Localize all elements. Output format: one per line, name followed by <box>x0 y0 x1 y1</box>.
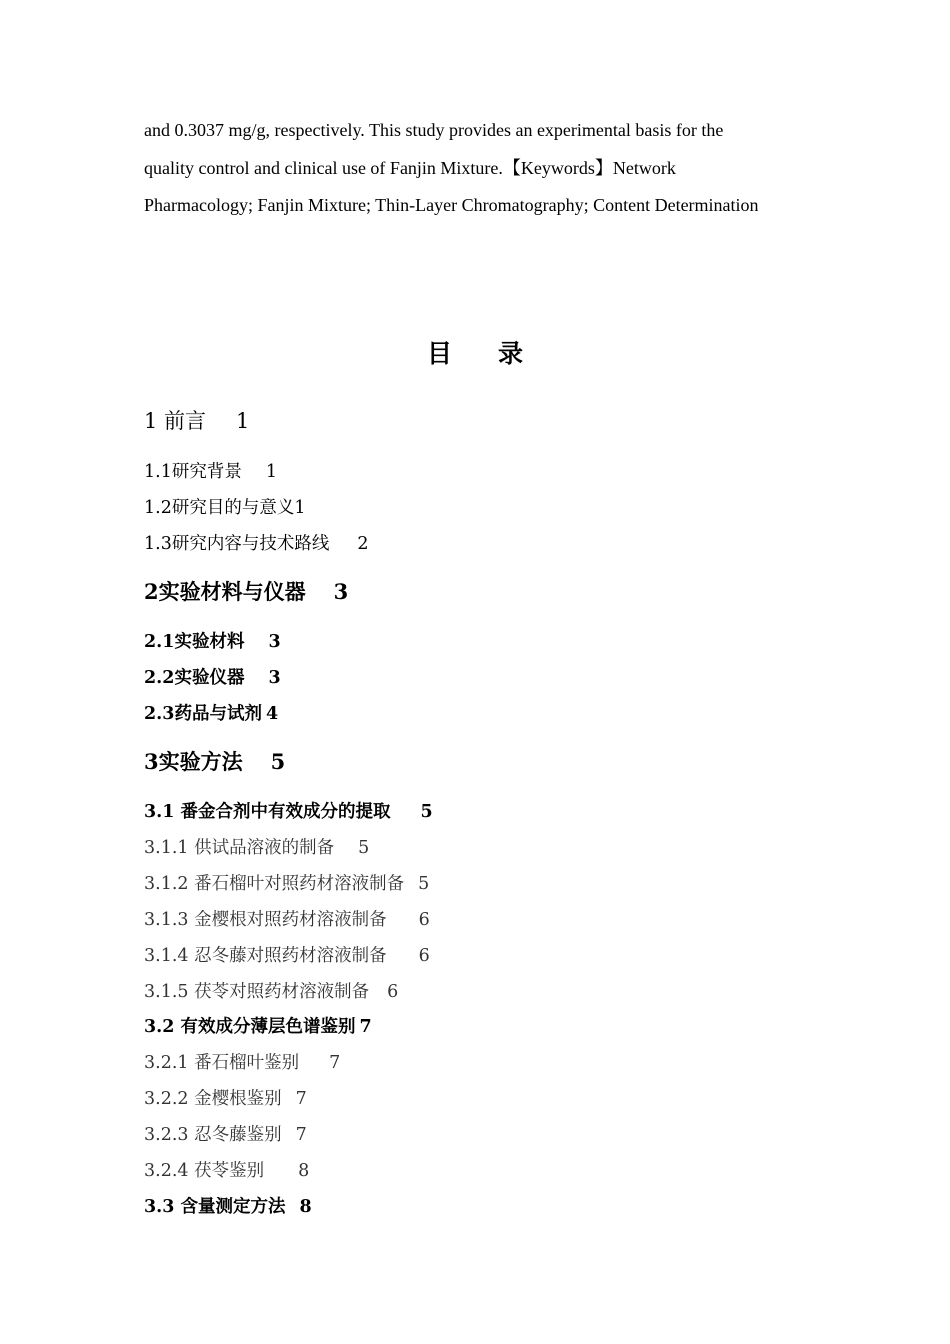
toc-entry[interactable] <box>144 458 277 483</box>
toc-entry[interactable] <box>144 700 278 725</box>
toc-entry-page: 1 <box>236 409 250 433</box>
toc-entry[interactable] <box>144 530 368 555</box>
toc-entry-page: 7 <box>329 1053 341 1073</box>
toc-entry-text: 3.1.1 供试品溶液的制备 <box>144 838 335 858</box>
toc-entry-text: 3.1.2 番石榴叶对照药材溶液制备 <box>144 874 405 894</box>
toc-entry[interactable] <box>144 1013 372 1038</box>
toc-entry-text: 3.2 有效成分薄层色谱鉴别 <box>144 1017 356 1037</box>
toc-entry-text: 3.2.4 茯苓鉴别 <box>144 1161 265 1181</box>
toc-entry[interactable] <box>144 870 429 895</box>
toc-entry-page: 8 <box>298 1161 310 1181</box>
toc-entry-text: 2.1实验材料 <box>144 632 245 652</box>
toc-entry-page: 2 <box>357 534 369 554</box>
toc-entry-text: 3实验方法 <box>144 749 243 774</box>
toc-entry-text: 3.1 番金合剂中有效成分的提取 <box>144 802 391 822</box>
toc-entry-text: 3.2.2 金樱根鉴别 <box>144 1089 282 1109</box>
toc-entry-text: 2.2实验仪器 <box>144 668 245 688</box>
toc-title: 目录 <box>426 339 569 368</box>
toc-entry-text: 1 前言 <box>144 409 207 433</box>
toc-entry-page: 6 <box>418 910 430 930</box>
toc-entry[interactable] <box>144 494 305 519</box>
abstract-text <box>144 112 844 225</box>
toc-entry[interactable] <box>144 942 430 967</box>
toc-entry-text: 3.3 含量测定方法 <box>144 1197 286 1217</box>
toc-entry[interactable] <box>144 664 281 689</box>
toc-entry[interactable] <box>144 746 285 776</box>
toc-entry[interactable] <box>144 576 348 606</box>
toc-entry[interactable] <box>144 906 430 931</box>
toc-entry-page: 7 <box>295 1125 307 1145</box>
toc-entry-page: 7 <box>359 1017 372 1037</box>
toc-entry-text: 1.2研究目的与意义 <box>144 498 295 518</box>
toc-entry-page: 6 <box>418 946 430 966</box>
toc-entry[interactable] <box>144 834 369 859</box>
toc-entry-page: 5 <box>420 802 433 822</box>
toc-entry-text: 3.1.3 金樱根对照药材溶液制备 <box>144 910 387 930</box>
toc-entry-text: 3.1.4 忍冬藤对照药材溶液制备 <box>144 946 387 966</box>
toc-entry[interactable] <box>144 978 398 1003</box>
toc-entry-text: 3.2.3 忍冬藤鉴别 <box>144 1125 282 1145</box>
toc-entry-text: 3.2.1 番石榴叶鉴别 <box>144 1053 300 1073</box>
toc-entry-page: 5 <box>358 838 370 858</box>
toc-entry[interactable] <box>144 1085 307 1110</box>
toc-entry-text: 2实验材料与仪器 <box>144 579 306 604</box>
toc-entry-page: 3 <box>333 579 349 604</box>
abstract-line: and 0.3037 mg/g, respectively. This study provides an experimental basis for the <box>144 120 724 140</box>
toc-entry[interactable] <box>144 405 249 435</box>
abstract-line: quality control and clinical use of Fanjin Mixture.【Keywords】Network <box>144 157 676 178</box>
toc-entry[interactable] <box>144 1193 312 1218</box>
toc-entry[interactable] <box>144 798 433 823</box>
toc-entry-page: 1 <box>265 462 277 482</box>
toc-entry[interactable] <box>144 1121 307 1146</box>
toc-entry-text: 3.1.5 茯苓对照药材溶液制备 <box>144 982 370 1002</box>
toc-entry-page: 7 <box>295 1089 307 1109</box>
toc-entry-page: 3 <box>268 632 281 652</box>
toc-entry-page: 5 <box>418 874 430 894</box>
abstract-line: Pharmacology; Fanjin Mixture; Thin-Layer Chromatography; Content Determination <box>144 195 759 215</box>
toc-entry-page: 6 <box>387 982 399 1002</box>
toc-entry-text: 1.3研究内容与技术路线 <box>144 534 330 554</box>
toc-entry[interactable] <box>144 1049 340 1074</box>
toc-entry[interactable] <box>144 628 281 653</box>
toc-entry-text: 1.1研究背景 <box>144 462 242 482</box>
toc-entry-page: 1 <box>294 498 306 518</box>
toc-entry-text: 2.3药品与试剂 <box>144 704 262 724</box>
toc-entry-page: 8 <box>299 1197 312 1217</box>
toc-entry-page: 3 <box>268 668 281 688</box>
toc-entry-page: 5 <box>270 749 286 774</box>
toc-entry-page: 4 <box>265 704 279 724</box>
toc-entry[interactable] <box>144 1157 309 1182</box>
